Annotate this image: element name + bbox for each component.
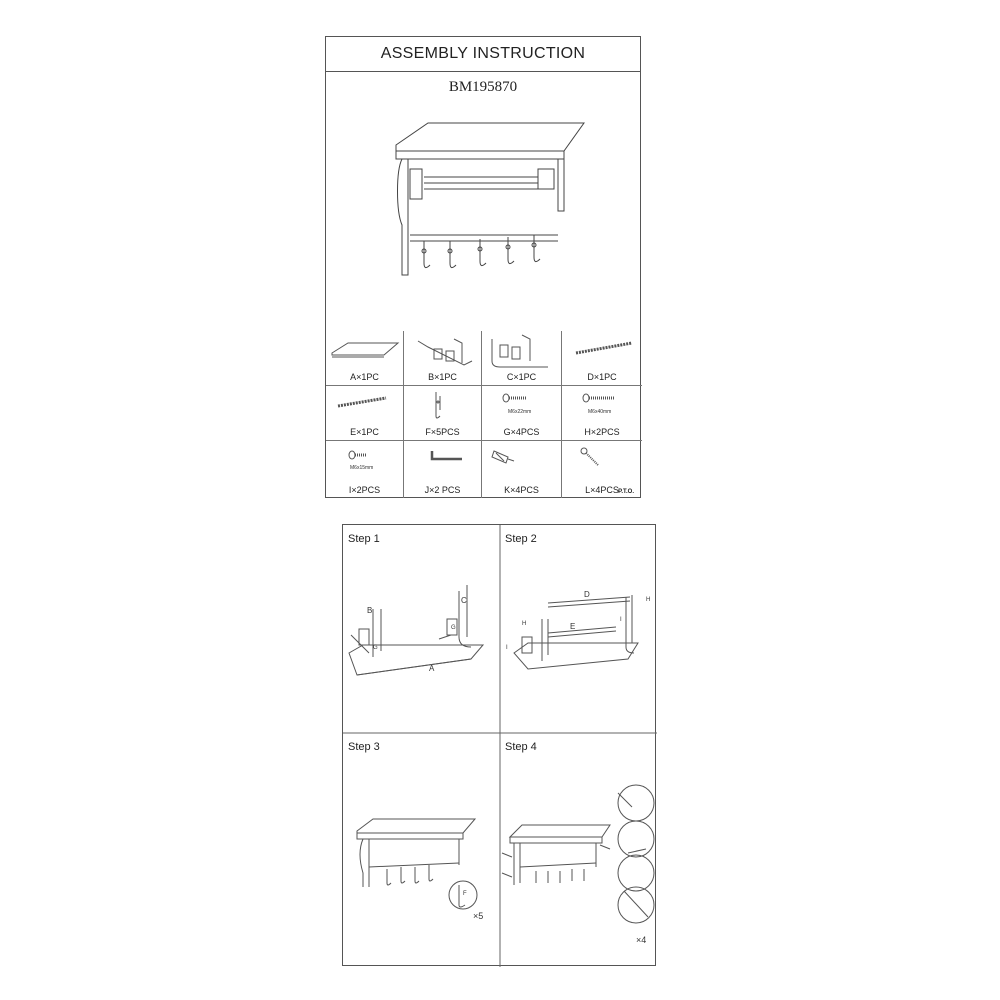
part-cell-k: K×4PCS	[482, 441, 562, 498]
step-2-illustration	[500, 525, 657, 733]
svg-text:I: I	[506, 645, 508, 651]
step-2-title: Step 2	[505, 533, 537, 545]
step-3-illustration	[343, 733, 500, 967]
shelf-overview-illustration	[388, 115, 588, 300]
step-4-illustration	[500, 733, 657, 967]
rod-short-icon	[326, 386, 404, 426]
part-cell-f: F×5PCS	[404, 386, 482, 441]
svg-text:C: C	[461, 596, 467, 605]
parts-sheet	[325, 36, 641, 498]
step-1-illustration	[343, 525, 500, 733]
left-bracket-icon	[404, 331, 482, 371]
step-3-panel	[343, 733, 500, 967]
sheet-title: ASSEMBLY INSTRUCTION	[326, 37, 640, 72]
part-cell-a: A×1PC	[326, 331, 404, 386]
screw-icon	[326, 441, 404, 481]
svg-text:H: H	[522, 621, 527, 627]
model-number: BM195870	[448, 79, 518, 95]
please-turn-over: P.T.O.	[618, 489, 634, 495]
svg-text:A: A	[429, 664, 435, 673]
part-cell-j: J×2 PCS	[404, 441, 482, 498]
part-cell-e: E×1PC	[326, 386, 404, 441]
parts-grid	[326, 331, 640, 498]
step-1-panel	[343, 525, 500, 733]
screw-icon	[482, 386, 562, 426]
svg-text:M6x15mm: M6x15mm	[350, 465, 374, 471]
rod-long-icon	[562, 331, 642, 371]
panel-icon	[326, 331, 404, 371]
part-cell-h: M6x40mm H×2PCS	[562, 386, 642, 441]
wall-anchor-icon	[482, 441, 562, 481]
right-bracket-icon	[482, 331, 562, 371]
part-cell-d: D×1PC	[562, 331, 642, 386]
wood-screw-icon	[562, 441, 642, 481]
svg-text:D: D	[584, 590, 590, 599]
step-4-panel	[500, 733, 657, 967]
svg-text:G: G	[373, 645, 378, 651]
svg-text:B: B	[367, 606, 373, 615]
svg-text:H: H	[646, 597, 651, 603]
svg-text:M6x40mm: M6x40mm	[588, 409, 612, 415]
svg-text:F: F	[463, 891, 467, 897]
screw-icon	[562, 386, 642, 426]
svg-text:×5: ×5	[473, 911, 484, 921]
step-3-title: Step 3	[348, 741, 380, 753]
hook-icon	[404, 386, 482, 426]
part-cell-l: L×4PCS	[562, 441, 642, 498]
svg-text:E: E	[570, 622, 576, 631]
svg-text:I: I	[620, 617, 622, 623]
allen-key-icon	[404, 441, 482, 481]
svg-text:M6x22mm: M6x22mm	[508, 409, 532, 415]
svg-text:G: G	[451, 625, 456, 631]
step-2-panel	[500, 525, 657, 733]
part-cell-i: M6x15mm I×2PCS	[326, 441, 404, 498]
steps-sheet	[342, 524, 656, 966]
part-cell-g: M6x22mm G×4PCS	[482, 386, 562, 441]
step-4-title: Step 4	[505, 741, 537, 753]
part-cell-c: C×1PC	[482, 331, 562, 386]
part-cell-b: B×1PC	[404, 331, 482, 386]
svg-text:×4: ×4	[636, 935, 647, 945]
step-1-title: Step 1	[348, 533, 380, 545]
